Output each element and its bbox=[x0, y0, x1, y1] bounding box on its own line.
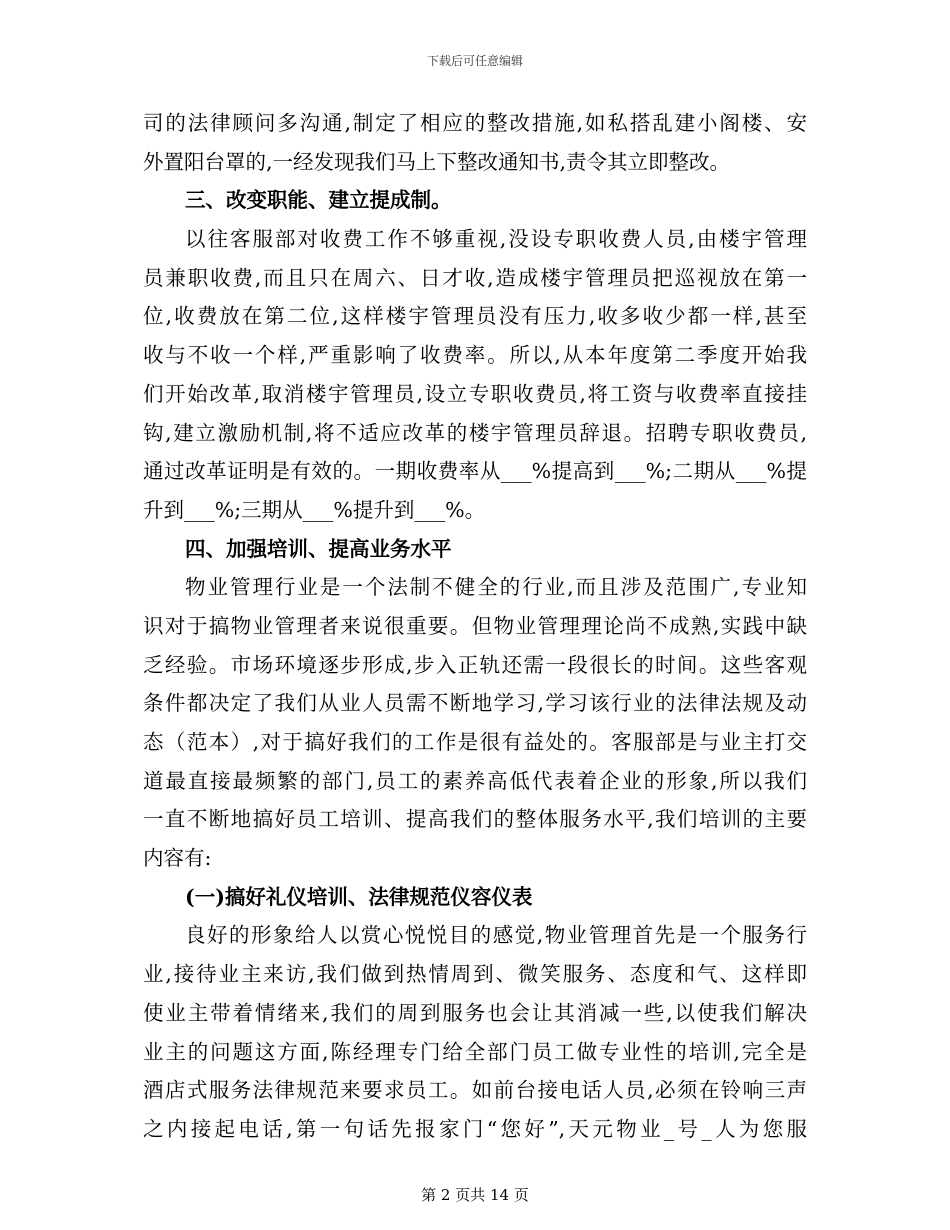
text-line: 通过改革证明是有效的。一期收费率从___%提高到___%;二期从___%提 bbox=[143, 459, 807, 484]
text-line: 酒店式服务法律规范来要求员工。如前台接电话人员,必须在铃响三声 bbox=[143, 1078, 807, 1103]
text-line: 司的法律顾问多沟通,制定了相应的整改措施,如私搭乱建小阁楼、安 bbox=[143, 111, 807, 135]
text-line: 收与不收一个样,严重影响了收费率。所以,从本年度第二季度开始我 bbox=[143, 343, 807, 368]
text-line: 位,收费放在第二位,这样楼宇管理员没有压力,收多收少都一样,甚至 bbox=[143, 304, 807, 329]
text-line: 乏经验。市场环境逐步形成,步入正轨还需一段很长的时间。这些客观 bbox=[143, 652, 807, 677]
text-line: 钩,建立激励机制,将不适应改革的楼宇管理员辞退。招聘专职收费员, bbox=[143, 420, 807, 445]
text-line: 员兼职收费,而且只在周六、日才收,造成楼宇管理员把巡视放在第一 bbox=[143, 265, 807, 290]
section-heading: 四、加强培训、提高业务水平 bbox=[185, 536, 452, 561]
text-line: 升到___%;三期从___%提升到___%。 bbox=[143, 497, 486, 522]
text-line: 内容有: bbox=[143, 846, 212, 871]
page-header: 下载后可任意编辑 bbox=[426, 54, 523, 68]
section-heading: (一)搞好礼仪培训、法律规范仪容仪表 bbox=[185, 884, 533, 909]
text-line: 一直不断地搞好员工培训、提高我们的整体服务水平,我们培训的主要 bbox=[143, 807, 807, 832]
text-line: 态（范本）,对于搞好我们的工作是很有益处的。客服部是与业主打交 bbox=[143, 730, 807, 754]
text-line: 使业主带着情绪来,我们的周到服务也会让其消减一些,以使我们解决 bbox=[143, 1000, 807, 1025]
section-heading: 三、改变职能、建立提成制。 bbox=[185, 188, 452, 213]
text-line: 识对于搞物业管理者来说很重要。但物业管理理论尚不成熟,实践中缺 bbox=[143, 613, 807, 638]
text-line: 良好的形象给人以赏心悦悦目的感觉,物业管理首先是一个服务行 bbox=[185, 923, 807, 948]
page-footer: 第 2 页共 14 页 bbox=[421, 1186, 529, 1204]
text-line: 外置阳台罩的,一经发现我们马上下整改通知书,责令其立即整改。 bbox=[143, 149, 731, 174]
text-line: 业主的问题这方面,陈经理专门给全部门员工做专业性的培训,完全是 bbox=[143, 1039, 807, 1064]
text-line: 业,接待业主来访,我们做到热情周到、微笑服务、态度和气、这样即 bbox=[143, 962, 807, 987]
text-line: 道最直接最频繁的部门,员工的素养高低代表着企业的形象,所以我们 bbox=[143, 768, 807, 793]
text-line: 以往客服部对收费工作不够重视,没设专职收费人员,由楼宇管理 bbox=[185, 227, 807, 252]
text-line: 们开始改革,取消楼宇管理员,设立专职收费员,将工资与收费率直接挂 bbox=[143, 381, 807, 406]
text-line: 之内接起电话,第一句话先报家门“您好”,天元物业_号_人为您服 bbox=[143, 1116, 807, 1141]
text-line: 条件都决定了我们从业人员需不断地学习,学习该行业的法律法规及动 bbox=[143, 691, 807, 716]
document-body bbox=[143, 104, 807, 1149]
text-line: 物业管理行业是一个法制不健全的行业,而且涉及范围广,专业知 bbox=[185, 575, 807, 600]
